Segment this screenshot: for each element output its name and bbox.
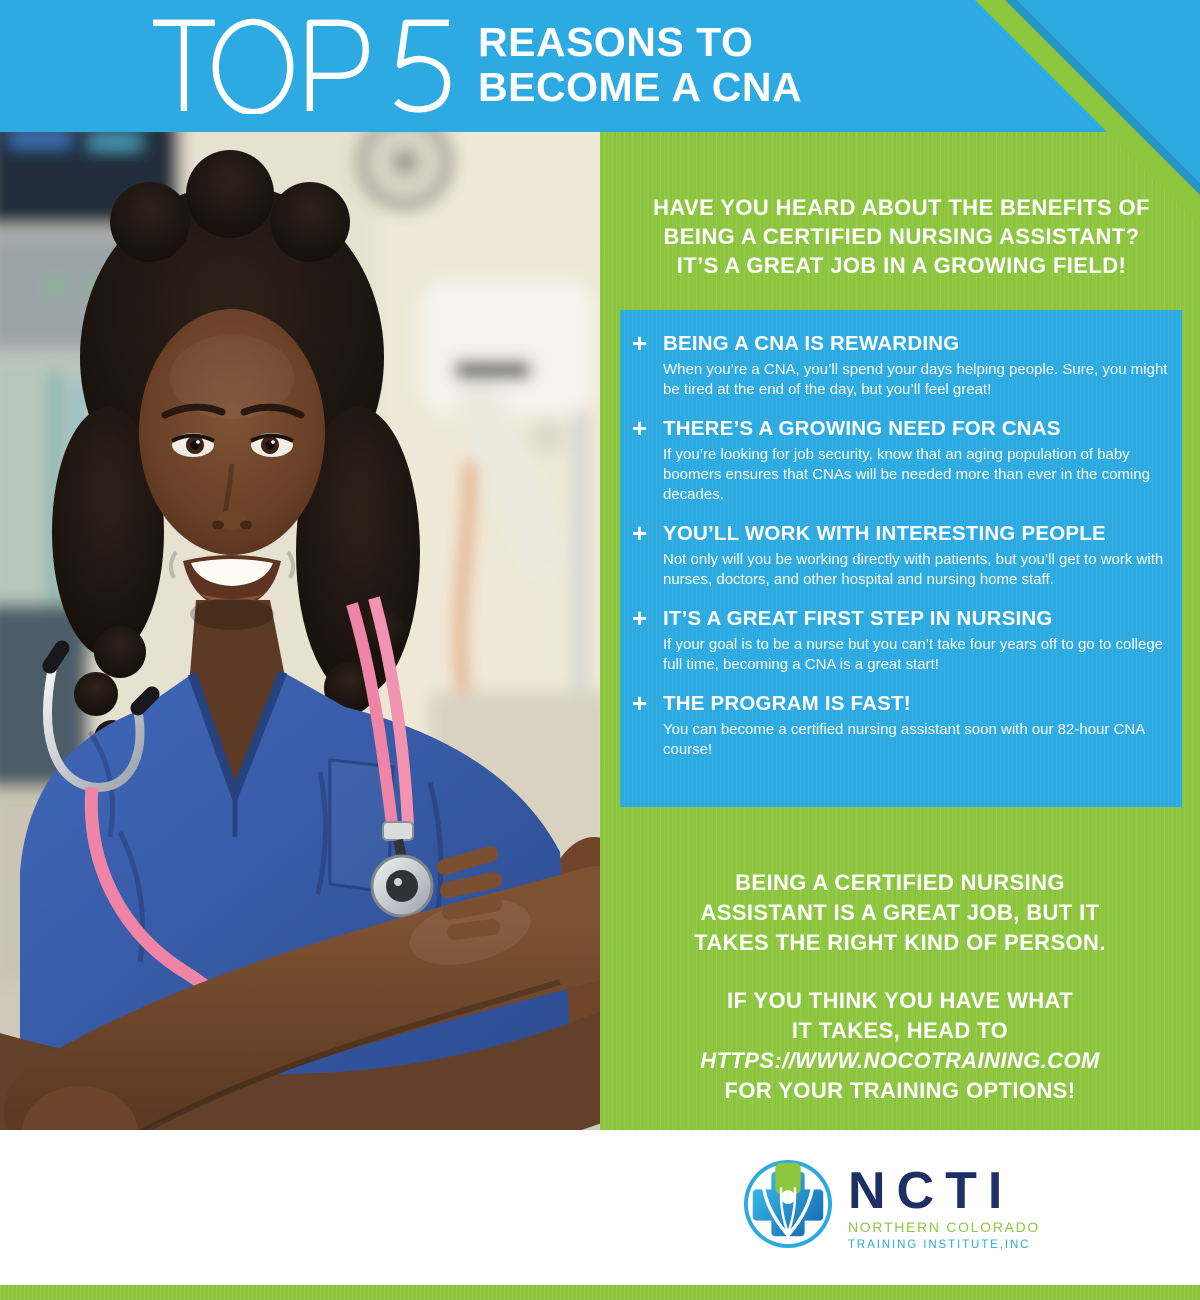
plus-icon: + <box>632 413 648 443</box>
top5-title-text <box>0 0 1 1</box>
outro-paragraph <box>600 986 1200 1106</box>
logo-acronym: NCTI <box>848 1162 1014 1220</box>
outro-line: FOR YOUR TRAINING OPTIONS! <box>724 1078 1076 1103</box>
top5-thin-title <box>148 16 456 114</box>
logo-subtitle-2: TRAINING INSTITUTE,INC <box>848 1239 1031 1251</box>
reason-title: THERE’S A GROWING NEED FOR CNAS <box>663 417 1061 440</box>
header-title-line: BECOME A CNA <box>478 64 803 110</box>
reason-item <box>632 328 1168 400</box>
website-url: HTTPS://WWW.NOCOTRAINING.COM <box>700 1048 1100 1073</box>
intro-line: IT’S A GREAT JOB IN A GROWING FIELD! <box>676 253 1127 278</box>
bottom-green-bar <box>0 1285 1200 1300</box>
reason-title: THE PROGRAM IS FAST! <box>663 692 911 715</box>
plus-icon: + <box>632 328 648 358</box>
outro-line: BEING A CERTIFIED NURSING <box>735 870 1065 895</box>
outro-line: IF YOU THINK YOU HAVE WHAT <box>726 988 1074 1013</box>
ncti-logo-icon <box>742 1156 834 1252</box>
ncti-logo <box>742 1156 1040 1252</box>
nurse-photo <box>0 132 600 1130</box>
header-title <box>478 20 802 110</box>
outro-line: IT TAKES, HEAD TO <box>791 1018 1009 1043</box>
outro-text <box>600 868 1200 1106</box>
reason-item <box>632 518 1168 590</box>
outro-paragraph <box>600 868 1200 958</box>
reason-title: BEING A CNA IS REWARDING <box>663 332 960 355</box>
outro-line: ASSISTANT IS A GREAT JOB, BUT IT <box>700 900 1100 925</box>
reason-title: IT’S A GREAT FIRST STEP IN NURSING <box>663 607 1053 630</box>
plus-icon: + <box>632 688 648 718</box>
intro-text <box>603 193 1200 280</box>
reasons-list <box>620 310 1182 807</box>
reason-body: When you’re a CNA, you’ll spend your days helping people. Sure, you might be tired at the end of the day, but you’ll feel great! <box>663 361 1168 398</box>
logo-text <box>848 1162 1040 1251</box>
reason-item <box>632 688 1168 760</box>
header-title-line: REASONS TO <box>478 19 754 65</box>
outro-line: TAKES THE RIGHT KIND OF PERSON. <box>694 930 1106 955</box>
logo-subtitle-1: NORTHERN COLORADO <box>848 1219 1040 1235</box>
intro-line: BEING A CERTIFIED NURSING ASSISTANT? <box>663 224 1140 249</box>
reason-body: If you’re looking for job security, know that an aging population of baby boomers ensures that CNAs will be needed more than ever in the coming decades. <box>663 446 1150 503</box>
nurse-photo-illustration <box>0 132 600 1130</box>
reason-body: If your goal is to be a nurse but you can’t take four years off to go to college full time, becoming a CNA is a great start! <box>663 636 1164 673</box>
reason-item <box>632 603 1168 675</box>
reason-title: YOU’LL WORK WITH INTERESTING PEOPLE <box>663 522 1106 545</box>
plus-icon: + <box>632 518 648 548</box>
reason-body: Not only will you be working directly with patients, but you’ll get to work with nurses, doctors, and other hospital and nursing home staff. <box>663 551 1164 588</box>
reason-body: You can become a certified nursing assistant soon with our 82-hour CNA course! <box>663 721 1145 758</box>
plus-icon: + <box>632 603 648 633</box>
intro-line: HAVE YOU HEARD ABOUT THE BENEFITS OF <box>653 195 1150 220</box>
reason-item <box>632 413 1168 505</box>
